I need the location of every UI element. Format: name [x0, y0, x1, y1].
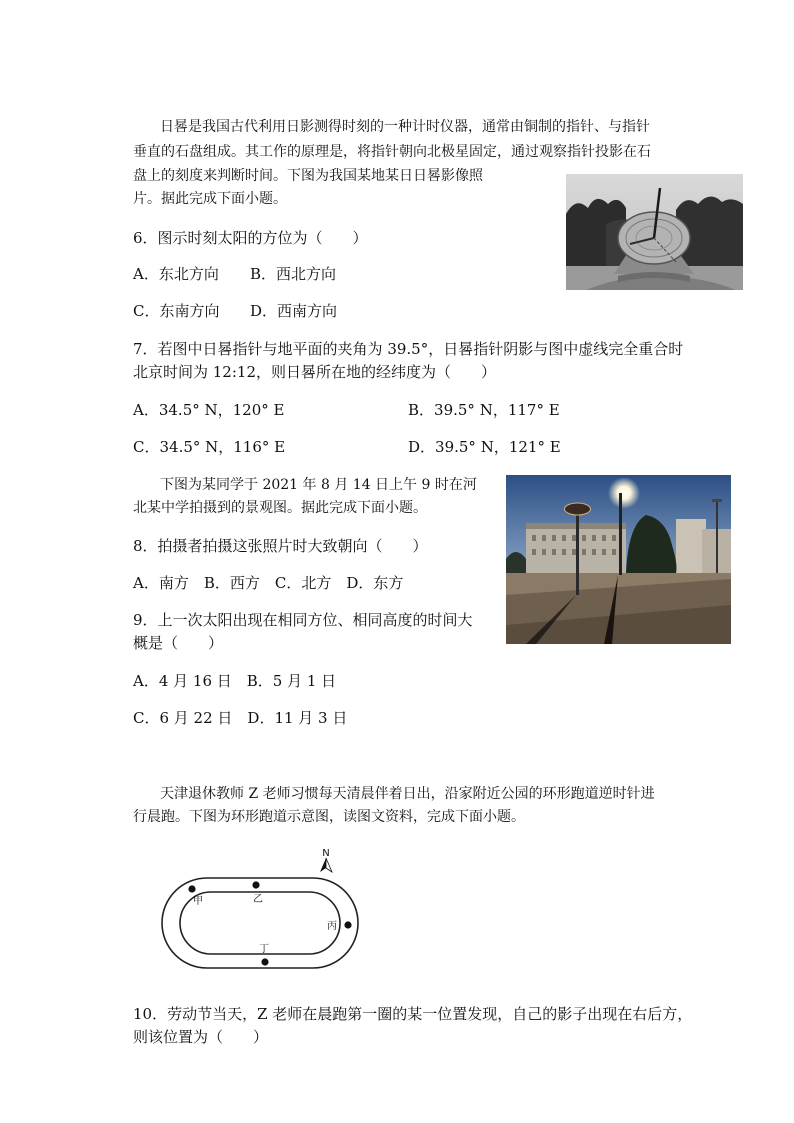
passage3-line1: 天津退休教师 Z 老师习惯每天清晨伴着日出，沿家附近公园的环形跑道逆时针进	[160, 786, 655, 802]
passage1-line1: 日晷是我国古代利用日影测得时刻的一种计时仪器，通常由铜制的指针、与指针	[160, 119, 650, 135]
point-yi-marker	[252, 881, 259, 888]
question-10-stem-line1: 10．劳动节当天，Z 老师在晨跑第一圈的某一位置发现，自己的影子出现在右后方，	[133, 1005, 693, 1023]
question-6-option-b[interactable]: B．西北方向	[250, 265, 337, 283]
question-8-stem: 8．拍摄者拍摄这张照片时大致朝向（ ）	[133, 537, 428, 555]
passage2-line2: 北某中学拍摄到的景观图。据此完成下面小题。	[133, 500, 427, 516]
track-diagram	[150, 838, 370, 978]
point-jia-label: 甲	[193, 896, 203, 907]
north-arrow-icon	[320, 848, 332, 872]
north-label: N	[322, 848, 330, 859]
point-ding-label: 丁	[259, 944, 269, 955]
question-7-option-c[interactable]: C．34.5° N，116° E	[133, 438, 286, 456]
question-10-stem-line2: 则该位置为（ ）	[133, 1028, 269, 1046]
question-9-options-row2[interactable]: C．6 月 22 日 D．11 月 3 日	[133, 709, 348, 727]
question-6-option-a[interactable]: A．东北方向	[133, 265, 219, 283]
campus-photo	[506, 475, 731, 644]
question-7-option-d[interactable]: D．39.5° N，121° E	[408, 438, 561, 456]
passage2-line1: 下图为某同学于 2021 年 8 月 14 日上午 9 时在河	[160, 477, 477, 493]
question-6-option-c[interactable]: C．东南方向	[133, 302, 220, 320]
point-bing-label: 丙	[327, 921, 337, 932]
passage1-line2: 垂直的石盘组成。其工作的原理是，将指针朝向北极星固定，通过观察指针投影在石	[133, 144, 651, 160]
passage1-line4: 片。据此完成下面小题。	[133, 191, 287, 207]
question-6-stem: 6．图示时刻太阳的方位为（ ）	[133, 229, 368, 247]
point-jia-marker	[188, 885, 195, 892]
point-yi-label: 乙	[253, 894, 263, 905]
point-ding-marker	[261, 958, 268, 965]
point-bing-marker	[344, 921, 351, 928]
question-7-stem-line2: 北京时间为 12:12，则日晷所在地的经纬度为（ ）	[133, 363, 496, 381]
question-8-options[interactable]: A．南方 B．西方 C．北方 D．东方	[133, 574, 404, 592]
question-7-stem-line1: 7．若图中日晷指针与地平面的夹角为 39.5°，日晷指针阴影与图中虚线完全重合时	[133, 340, 684, 358]
passage3-line2: 行晨跑。下图为环形跑道示意图，读图文资料，完成下面小题。	[133, 809, 525, 825]
question-9-stem-line1: 9．上一次太阳出现在相同方位、相同高度的时间大	[133, 611, 473, 629]
question-9-stem-line2: 概是（ ）	[133, 634, 224, 652]
question-7-option-a[interactable]: A．34.5° N，120° E	[133, 401, 285, 419]
question-7-option-b[interactable]: B．39.5° N，117° E	[408, 401, 560, 419]
passage1-line3: 盘上的刻度来判断时间。下图为我国某地某日日晷影像照	[133, 168, 483, 184]
question-6-option-d[interactable]: D．西南方向	[250, 302, 338, 320]
question-9-options-row1[interactable]: A．4 月 16 日 B．5 月 1 日	[133, 672, 337, 690]
sundial-photo	[566, 174, 743, 290]
